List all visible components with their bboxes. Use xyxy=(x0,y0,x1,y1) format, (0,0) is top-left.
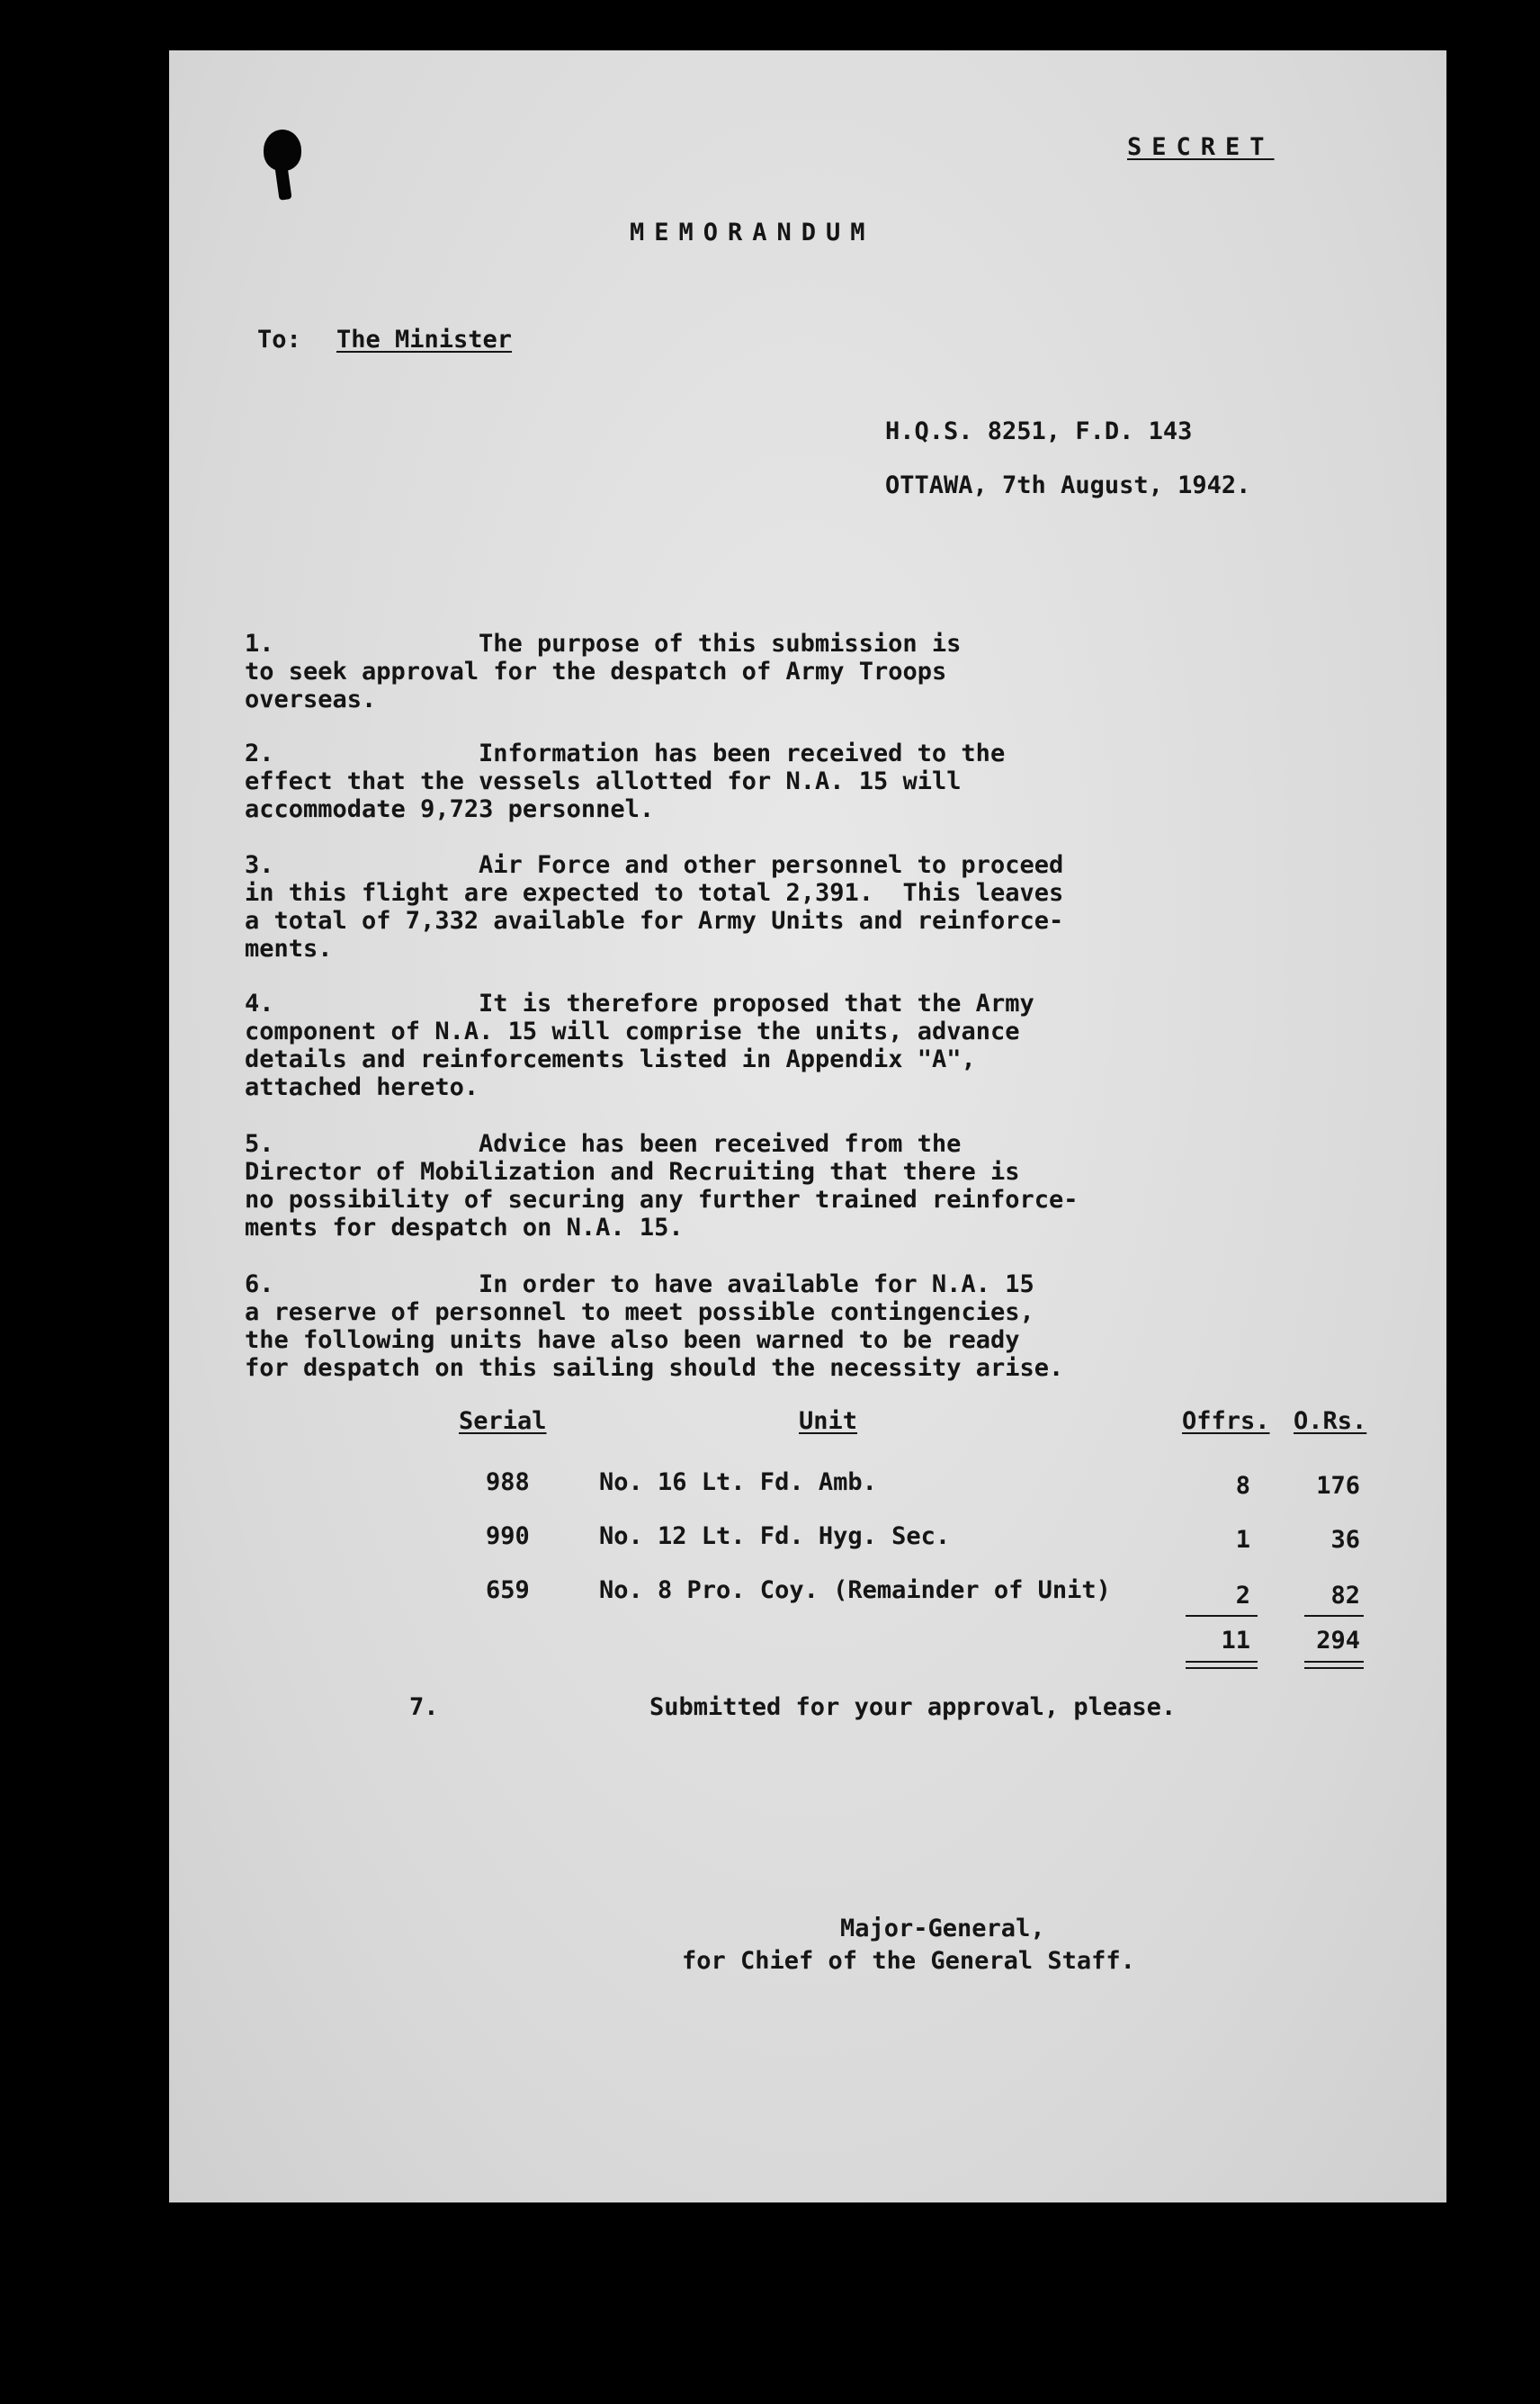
paragraph-2 xyxy=(245,740,1252,823)
paragraph-number: 1. xyxy=(245,630,274,658)
paragraph-number: 2. xyxy=(245,740,274,767)
total-double-rule-ors-top xyxy=(1304,1661,1364,1663)
paragraph-number: 3. xyxy=(245,851,274,879)
signature-rank: Major-General, xyxy=(840,1915,1045,1942)
document-type-title: MEMORANDUM xyxy=(630,219,875,247)
to-label: To: xyxy=(257,326,301,354)
paragraph-1 xyxy=(245,630,1252,713)
document-page xyxy=(169,50,1446,2202)
paragraph-line: ments. xyxy=(245,935,333,963)
total-double-rule-offrs-top xyxy=(1186,1661,1258,1663)
table-header-serial: Serial xyxy=(459,1407,547,1435)
total-double-rule-ors-bottom xyxy=(1304,1667,1364,1669)
paragraph-line: effect that the vessels allotted for N.A. 15 will xyxy=(245,767,962,795)
serial-cell: 988 xyxy=(486,1468,530,1496)
ors-cell: 82 xyxy=(1330,1582,1360,1610)
total-ors: 294 xyxy=(1316,1627,1360,1655)
total-offrs: 11 xyxy=(1221,1627,1250,1655)
paragraph-line: to seek approval for the despatch of Army Troops xyxy=(245,658,947,686)
offrs-cell: 1 xyxy=(1235,1526,1250,1554)
paragraph-6 xyxy=(245,1270,1252,1382)
paragraph-5 xyxy=(245,1130,1252,1242)
unit-cell: No. 16 Lt. Fd. Amb. xyxy=(599,1468,877,1496)
classification-stamp: SECRET xyxy=(1127,133,1275,161)
paragraph-line: component of N.A. 15 will comprise the units, advance xyxy=(245,1018,1020,1045)
paragraph-line: attached hereto. xyxy=(245,1073,479,1101)
paragraph-line: Information has been received to the xyxy=(479,740,1006,767)
to-recipient: The Minister xyxy=(336,326,513,354)
paragraph-line: accommodate 9,723 personnel. xyxy=(245,795,655,823)
paragraph-number: 4. xyxy=(245,990,274,1018)
paragraph-line: Advice has been received from the xyxy=(479,1130,962,1158)
paragraph-line: in this flight are expected to total 2,391. This leaves xyxy=(245,879,1064,907)
paragraph-line: a total of 7,332 available for Army Units and reinforce- xyxy=(245,907,1064,935)
offrs-cell: 2 xyxy=(1235,1582,1250,1610)
table-header-offrs: Offrs. xyxy=(1182,1407,1270,1435)
subtotal-rule-ors xyxy=(1304,1615,1364,1617)
paragraph-line: the following units have also been warned to be ready xyxy=(245,1326,1020,1354)
paragraph-number: 6. xyxy=(245,1270,274,1298)
subtotal-rule-offrs xyxy=(1186,1615,1258,1617)
serial-cell: 990 xyxy=(486,1522,530,1550)
offrs-cell: 8 xyxy=(1235,1472,1250,1500)
paragraph-line: ments for despatch on N.A. 15. xyxy=(245,1214,684,1242)
paragraph-line: Director of Mobilization and Recruiting that there is xyxy=(245,1158,1020,1186)
ors-cell: 176 xyxy=(1316,1472,1360,1500)
paragraph-3 xyxy=(245,851,1252,963)
paragraph-line: The purpose of this submission is xyxy=(479,630,962,658)
unit-cell: No. 8 Pro. Coy. (Remainder of Unit) xyxy=(599,1576,1111,1604)
unit-cell: No. 12 Lt. Fd. Hyg. Sec. xyxy=(599,1522,951,1550)
paragraph-line: It is therefore proposed that the Army xyxy=(479,990,1034,1018)
paragraph-line: Air Force and other personnel to proceed xyxy=(479,851,1064,879)
total-double-rule-offrs-bottom xyxy=(1186,1667,1258,1669)
paragraph-line: for despatch on this sailing should the necessity arise. xyxy=(245,1354,1064,1382)
serial-cell: 659 xyxy=(486,1576,530,1604)
paragraph-4 xyxy=(245,990,1252,1101)
paragraph-line: a reserve of personnel to meet possible contingencies, xyxy=(245,1298,1034,1326)
paragraph-number: 5. xyxy=(245,1130,274,1158)
paragraph-7-text: Submitted for your approval, please. xyxy=(649,1693,1177,1721)
paragraph-line: no possibility of securing any further trained reinforce- xyxy=(245,1186,1079,1214)
ors-cell: 36 xyxy=(1330,1526,1360,1554)
place-and-date: OTTAWA, 7th August, 1942. xyxy=(885,471,1251,499)
paragraph-line: details and reinforcements listed in Appendix "A", xyxy=(245,1045,976,1073)
signature-title: for Chief of the General Staff. xyxy=(682,1947,1135,1975)
paragraph-line: overseas. xyxy=(245,686,377,713)
binding-hole-tail xyxy=(274,165,291,201)
table-header-ors: O.Rs. xyxy=(1294,1407,1367,1435)
reference-number: H.Q.S. 8251, F.D. 143 xyxy=(885,417,1193,445)
table-header-unit: Unit xyxy=(799,1407,858,1435)
paragraph-7-number: 7. xyxy=(409,1693,439,1721)
paragraph-line: In order to have available for N.A. 15 xyxy=(479,1270,1034,1298)
